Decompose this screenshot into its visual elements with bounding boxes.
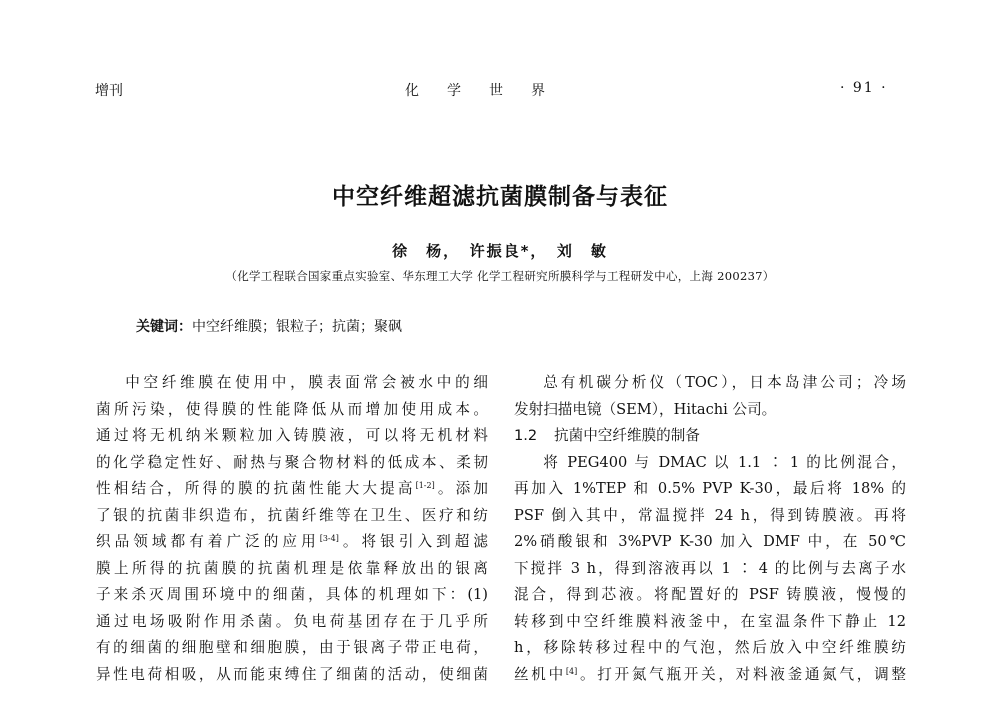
citation-ref: [3-4] [319, 534, 339, 543]
line-text: 有的细菌的细胞壁和细胞膜，由于银离子带正电荷， [96, 639, 488, 656]
line-text: 织品领域都有着广泛的应用 [96, 533, 320, 550]
text-line [514, 370, 906, 397]
text-line [514, 635, 906, 662]
text-line [96, 582, 488, 609]
running-header [0, 78, 1000, 102]
paper-title: 中空纤维超滤抗菌膜制备与表征 [332, 184, 668, 210]
header-page-number: · 91 · [840, 80, 888, 96]
line-text: 再加入 1%TEP 和 0.5% PVP K-30，最后将 18% 的 [514, 480, 906, 497]
section-heading [514, 423, 906, 450]
citation-ref: [1-2] [415, 481, 435, 490]
text-line [96, 450, 488, 477]
body-left-column [96, 370, 488, 688]
line-text: 混合，得到芯液。将配置好的 PSF 铸膜液，慢慢的 [514, 586, 906, 603]
line-text: 2%硝酸银和 3%PVP K-30 加入 DMF 中，在 50℃ [514, 533, 906, 550]
line-text: 异性电荷相吸，从而能束缚住了细菌的活动，使细菌 [96, 665, 488, 683]
text-line [514, 450, 906, 477]
text-line [96, 662, 488, 689]
line-text-after: 。打开氮气瓶开关，对料液釜通氮气，调整 [577, 665, 906, 683]
line-text: 性相结合，所得的膜的抗菌性能大大提高 [96, 480, 416, 497]
text-line [514, 529, 906, 556]
text-line [96, 423, 488, 450]
text-line [514, 662, 906, 689]
line-text: 菌所污染，使得膜的性能降低从而增加使用成本。 [96, 400, 488, 418]
keywords-text: 中空纤维膜；银粒子；抗菌；聚砜 [192, 319, 402, 335]
line-text: PSF 倒入其中，常温搅拌 24 h，得到铸膜液。再将 [514, 506, 906, 524]
line-text: 抗菌中空纤维膜的制备 [554, 427, 700, 444]
text-line [96, 503, 488, 530]
paper-affiliation: （化学工程联合国家重点实验室、华东理工大学 化学工程研究所膜科学与工程研发中心，上海 200237） [225, 269, 775, 283]
line-text-after: 。添加 [434, 480, 488, 497]
text-line [514, 609, 906, 636]
text-line [96, 370, 488, 397]
citation-ref: [4] [565, 666, 578, 676]
text-line [514, 476, 906, 503]
text-line [96, 635, 488, 662]
line-text: 下搅拌 3 h，得到溶液再以 1 ∶ 4 的比例与去离子水 [514, 559, 906, 577]
line-text: h，移除转移过程中的气泡，然后放入中空纤维膜纺 [514, 639, 906, 656]
line-text: 将 PEG400 与 DMAC 以 1.1 ∶ 1 的比例混合， [543, 453, 906, 471]
line-text-after: 。将银引入到超滤 [338, 533, 488, 550]
text-line [514, 397, 906, 424]
text-line [96, 556, 488, 583]
paper-authors: 徐 杨， 许振良*， 刘 敏 [392, 242, 608, 260]
text-line [514, 582, 906, 609]
line-text: 膜上所得的抗菌膜的抗菌机理是依靠释放出的银离 [96, 559, 488, 577]
text-line [96, 397, 488, 424]
line-text: 通过电场吸附作用杀菌。负电荷基团存在于几乎所 [96, 612, 488, 630]
section-number: 1.2 [514, 427, 538, 444]
line-text: 中空纤维膜在使用中，膜表面常会被水中的细 [125, 374, 488, 391]
keywords [136, 316, 402, 336]
line-text: 的化学稳定性好、耐热与聚合物材料的低成本、柔韧 [96, 453, 488, 471]
keywords-label: 关键词： [136, 319, 192, 335]
body-right-column [514, 370, 906, 688]
line-text: 转移到中空纤维膜料液釜中，在室温条件下静止 12 [514, 612, 906, 630]
text-line [96, 476, 488, 503]
line-text: 通过将无机纳米颗粒加入铸膜液，可以将无机材料 [96, 427, 488, 444]
header-journal-name: 化学世界 [405, 83, 573, 99]
line-text: 发射扫描电镜（SEM），Hitachi 公司。 [514, 400, 777, 418]
text-line [514, 556, 906, 583]
text-line [514, 503, 906, 530]
line-text: 子来杀灭周围环境中的细菌，具体的机理如下：(1) [96, 586, 488, 603]
line-text: 了银的抗菌非织造布，抗菌纤维等在卫生、医疗和纺 [96, 506, 488, 524]
text-line [96, 529, 488, 556]
line-text: 总有机碳分析仪（TOC），日本岛津公司；冷场 [543, 374, 906, 391]
line-text: 丝机中 [514, 665, 566, 683]
header-supplement-label: 增刊 [95, 83, 123, 99]
text-line [96, 609, 488, 636]
